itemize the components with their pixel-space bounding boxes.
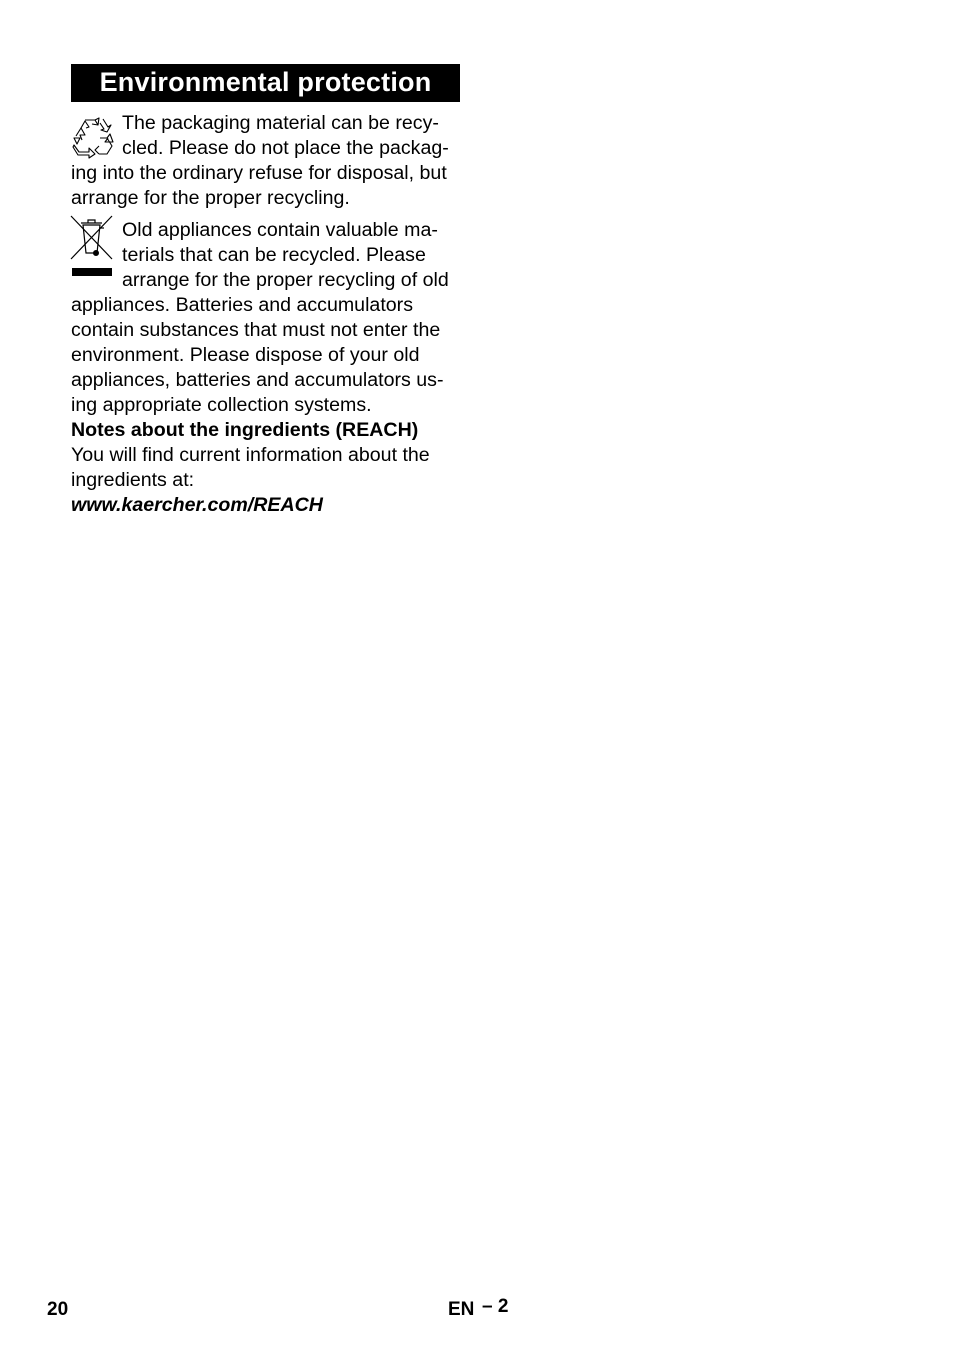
section-title: Environmental protection <box>71 64 460 102</box>
appliances-text-line: arrange for the proper recycling of old <box>122 269 449 291</box>
appliances-text-line: appliances, batteries and accumulators us- <box>71 369 444 391</box>
packaging-text-line: The packaging material can be recy- <box>122 112 439 134</box>
appliances-text-line: appliances. Batteries and accumulators <box>71 294 413 316</box>
recycle-icon <box>71 116 117 160</box>
page-number: 20 <box>47 1299 69 1320</box>
appliances-text-line: terials that can be recycled. Please <box>122 244 426 266</box>
section-marker: – 2 <box>482 1296 509 1317</box>
packaging-text-line: arrange for the proper recycling. <box>71 187 350 209</box>
reach-heading: Notes about the ingredients (REACH) <box>71 419 419 441</box>
appliances-text-line: contain substances that must not enter the <box>71 319 441 341</box>
reach-url-link[interactable]: www.kaercher.com/REACH <box>71 494 323 516</box>
crossed-out-wheelie-bin-icon <box>70 215 114 279</box>
language-code: EN <box>448 1299 475 1320</box>
packaging-text-line: ing into the ordinary refuse for disposal, but <box>71 162 447 184</box>
appliances-text-line: environment. Please dispose of your old <box>71 344 420 366</box>
reach-text-line: You will find current information about the <box>71 444 430 466</box>
appliances-text-line: ing appropriate collection systems. <box>71 394 372 416</box>
reach-text-line: ingredients at: <box>71 469 195 491</box>
packaging-text-line: cled. Please do not place the packag- <box>122 137 449 159</box>
appliances-text-line: Old appliances contain valuable ma- <box>122 219 438 241</box>
